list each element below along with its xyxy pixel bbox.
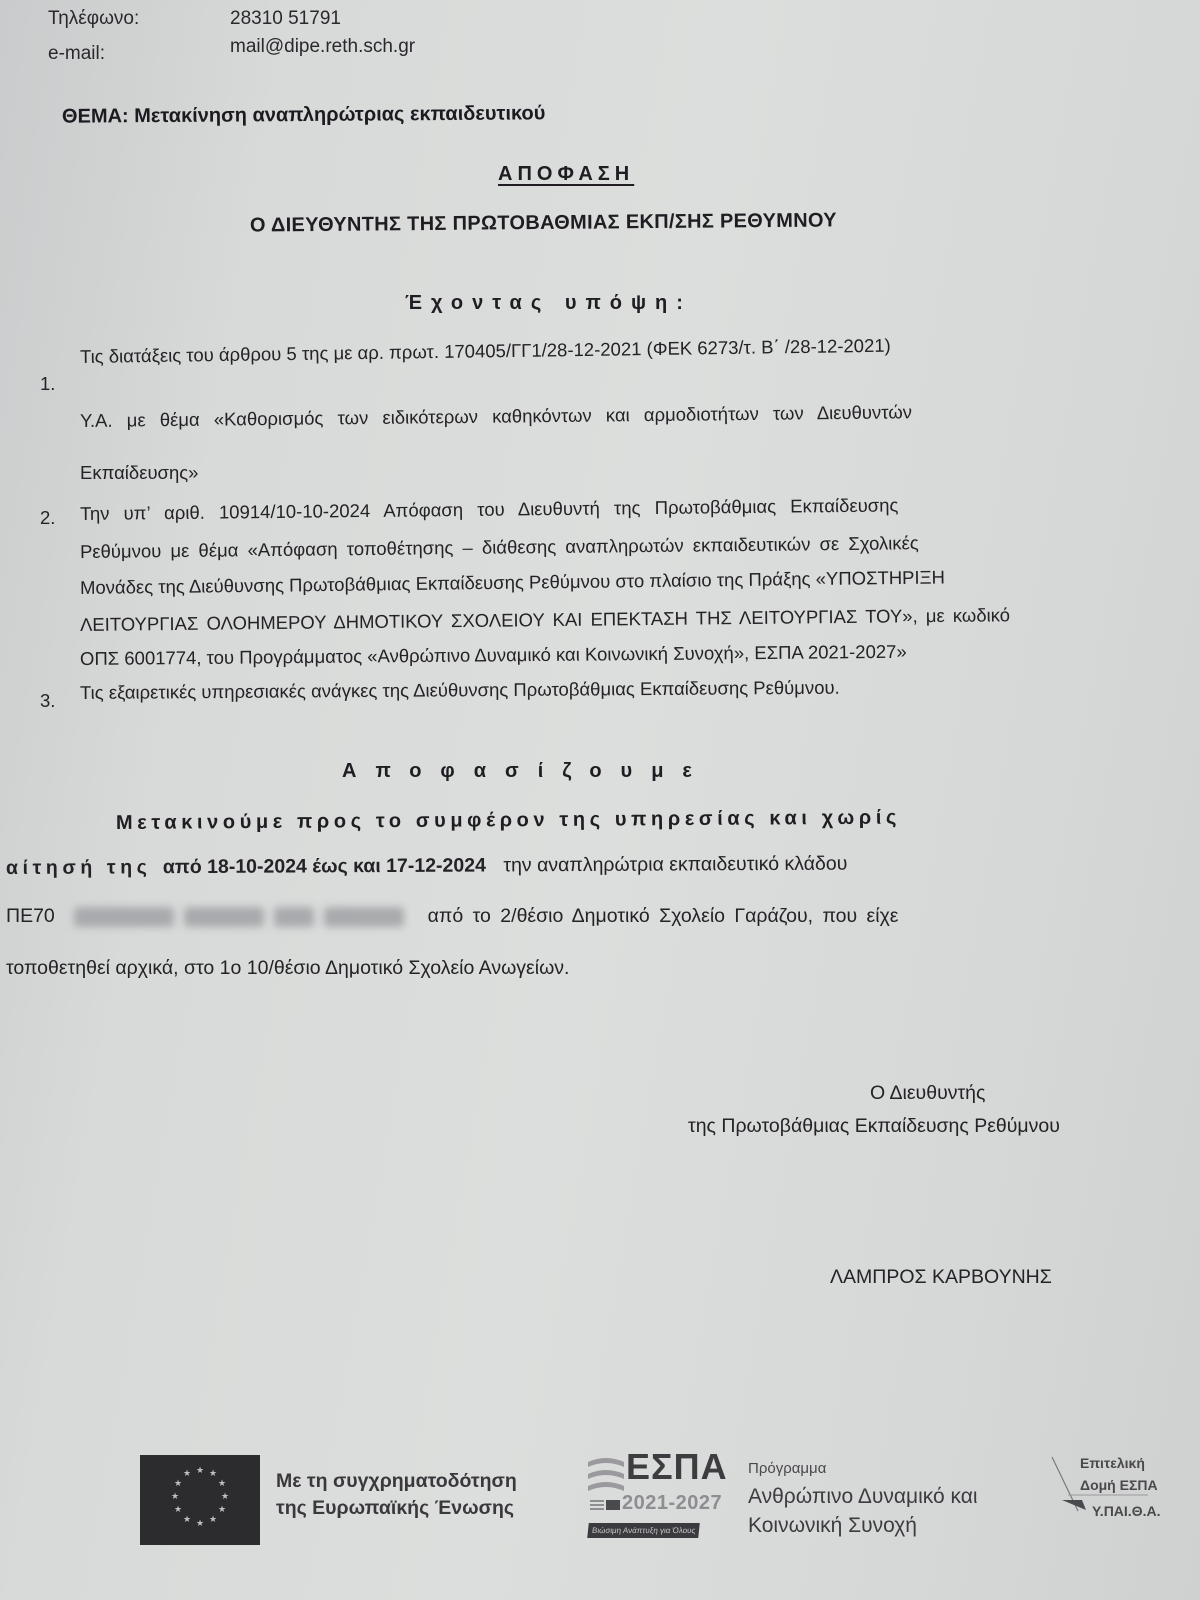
consideration-2-line-3: Μονάδες της Διεύθυνσης Πρωτοβάθμιας Εκπαίδευσης Ρεθύμνου στο πλαίσιο της Πράξης «ΥΠΟΣΤΗΡΙΞΗ <box>79 566 946 598</box>
decision-text-spaced: αίτησή της <box>5 856 152 879</box>
program-name <box>748 1482 978 1540</box>
decision-dates: από 18-10-2024 έως και 17-12-2024 <box>162 854 486 879</box>
email-value: mail@dipe.reth.sch.gr <box>230 36 416 57</box>
espa-slogan: Βιώσιμη Ανάπτυξη για Όλους <box>587 1523 700 1538</box>
signature-role-line-1: Ο Διευθυντής <box>870 1082 986 1104</box>
consideration-1-line-2 <box>80 399 1140 432</box>
svg-text:★: ★ <box>220 1491 230 1501</box>
espa-waves-icon <box>588 1454 624 1494</box>
greek-flag-icon <box>590 1500 604 1510</box>
consideration-text: Τις διατάξεις του άρθρου 5 της με αρ. πρωτ. 170405/ΓΓ1/28-12-2021 (ΦΕΚ 6273/τ. Β΄ /28-12-2021) <box>79 334 891 367</box>
consideration-1-line-1 <box>80 331 1140 368</box>
svg-text:★: ★ <box>217 1504 227 1514</box>
consideration-2-line-2: Ρεθύμνου με θέμα «Απόφαση τοποθέτησης – διάθεσης αναπληρωτών εκπαιδευτικών σε Σχολικές <box>79 532 919 562</box>
decision-line-3 <box>6 905 899 928</box>
item-number: 3. <box>40 690 56 711</box>
svg-text:★: ★ <box>217 1478 227 1488</box>
svg-text:★: ★ <box>170 1491 180 1501</box>
program-name-line: Κοινωνική Συνοχή <box>748 1514 917 1537</box>
svg-text:★: ★ <box>182 1514 192 1524</box>
svg-text:★: ★ <box>195 1465 205 1475</box>
director-title: Ο ΔΙΕΥΘΥΝΤΗΣ ΤΗΣ ΠΡΩΤΟΒΑΘΜΙΑΣ ΕΚΠ/ΣΗΣ ΡΕΘΥΜΝΟΥ <box>249 209 837 237</box>
svg-text:★: ★ <box>208 1468 218 1478</box>
decision-text: την αναπληρώτρια εκπαιδευτικό κλάδου <box>503 852 848 877</box>
redacted-name <box>324 907 404 927</box>
consideration-1-line-3: Εκπαίδευσης» <box>80 462 199 483</box>
eu-text-line: της Ευρωπαϊκής Ένωσης <box>276 1497 514 1519</box>
espa-logo <box>588 1446 730 1546</box>
eu-text-line: Με τη συγχρηματοδότηση <box>276 1470 517 1492</box>
structure-text <box>1080 1452 1158 1496</box>
decide-heading: Αποφασίζουμε <box>342 760 711 782</box>
eu-mini-flag-icon <box>606 1500 620 1510</box>
eu-stars-icon <box>140 1455 260 1545</box>
svg-text:★: ★ <box>182 1468 192 1478</box>
subject-line: ΘΕΜΑ: Μετακίνηση αναπληρώτριας εκπαιδευτικού <box>61 102 546 128</box>
consideration-2-line-5: ΟΠΣ 6001774, του Προγράμματος «Ανθρώπινο Δυναμικό και Κοινωνική Συνοχή», ΕΣΠΑ 2021-2027» <box>79 640 907 669</box>
redacted-name <box>184 907 264 927</box>
consideration-2-line-1: Την υπ’ αριθ. 10914/10-10-2024 Απόφαση του Διευθυντή της Πρωτοβάθμιας Εκπαίδευσης <box>79 494 899 524</box>
decision-line-1: Μετακινούμε προς το συμφέρον της υπηρεσίας και χωρίς <box>115 806 902 834</box>
considering-heading: Έχοντας υπόψη: <box>405 292 692 314</box>
signatory-name: ΛΑΜΠΡΟΣ ΚΑΡΒΟΥΝΗΣ <box>830 1266 1052 1288</box>
phone-value: 28310 51791 <box>230 8 341 29</box>
consideration-text: Υ.Α. με θέμα «Καθορισμός των ειδικότερων καθηκόντων και αρμοδιοτήτων των Διευθυντών <box>79 401 913 431</box>
redacted-name <box>74 907 174 927</box>
consideration-2-line-4: ΛΕΙΤΟΥΡΓΙΑΣ ΟΛΟΗΜΕΡΟΥ ΔΗΜΟΤΙΚΟΥ ΣΧΟΛΕΙΟΥ ΚΑΙ ΕΠΕΚΤΑΣΗ ΤΗΣ ΛΕΙΤΟΥΡΓΙΑΣ ΤΟΥ», με κωδικό <box>79 604 1011 635</box>
signature-role-line-2: της Πρωτοβάθμιας Εκπαίδευσης Ρεθύμνου <box>688 1115 1060 1137</box>
item-number: 2. <box>40 507 56 528</box>
espa-years: 2021-2027 <box>622 1492 723 1514</box>
decision-text: από το 2/θέσιο Δημοτικό Σχολείο Γαράζου, που είχε <box>427 905 899 927</box>
svg-text:★: ★ <box>195 1518 205 1528</box>
email-label: e-mail: <box>48 43 106 64</box>
teacher-branch: ΠΕ70 <box>6 905 55 927</box>
espa-word: ΕΣΠΑ <box>626 1446 728 1487</box>
consideration-3-line-1: Τις εξαιρετικές υπηρεσιακές ανάγκες της Διεύθυνσης Πρωτοβάθμιας Εκπαίδευσης Ρεθύμνου. <box>79 676 840 703</box>
decision-title: ΑΠΟΦΑΣΗ <box>498 163 635 185</box>
structure-text-line: Δομή ΕΣΠΑ <box>1080 1477 1158 1493</box>
program-name-line: Ανθρώπινο Δυναμικό και <box>748 1485 978 1508</box>
structure-text-line: Επιτελική <box>1080 1455 1145 1471</box>
eu-cofunding-text <box>276 1468 517 1522</box>
svg-text:★: ★ <box>208 1514 218 1524</box>
item-number: 1. <box>40 373 56 394</box>
svg-text:★: ★ <box>173 1478 183 1488</box>
decision-line-2 <box>6 853 847 880</box>
decision-line-4: τοποθετηθεί αρχικά, στο 1ο 10/θέσιο Δημοτικό Σχολείο Ανωγείων. <box>6 957 570 979</box>
phone-label: Τηλέφωνο: <box>48 8 140 29</box>
espa-band <box>588 1520 699 1538</box>
eu-flag-icon <box>140 1455 260 1545</box>
program-label: Πρόγραμμα <box>748 1460 827 1477</box>
svg-text:★: ★ <box>173 1504 183 1514</box>
ministry-abbrev: Υ.ΠΑΙ.Θ.Α. <box>1092 1503 1161 1519</box>
redacted-name <box>274 907 314 927</box>
